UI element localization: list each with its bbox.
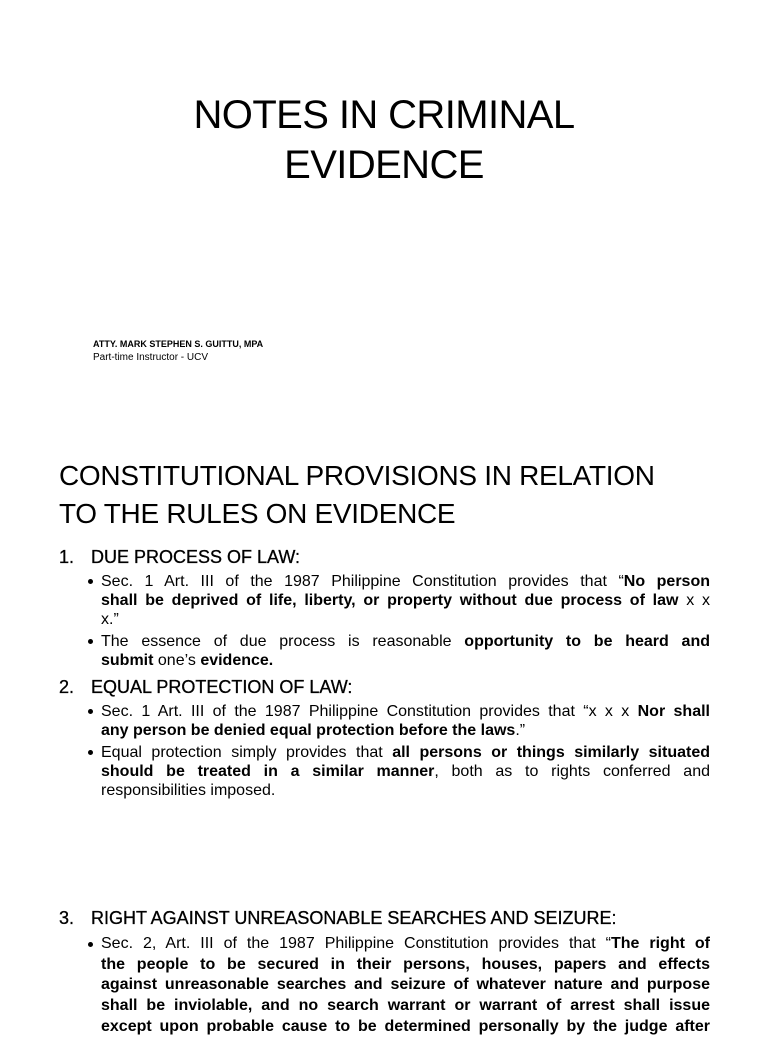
bold-text: Nor shall [637, 703, 710, 720]
item-title: EQUAL PROTECTION OF LAW: [91, 677, 353, 697]
item-number: 1. [59, 547, 75, 567]
text-run: .” [515, 722, 526, 739]
text-line [101, 651, 710, 670]
text-line: the people to be secured in their persons, houses, papers and effects [101, 955, 710, 973]
bullet-list [101, 702, 710, 800]
text-line [101, 762, 710, 781]
document-title [0, 90, 768, 190]
text-line [101, 743, 710, 762]
item-number: 3. [59, 908, 75, 928]
text-line [101, 934, 710, 955]
text-line: responsibilities imposed. [101, 782, 276, 799]
bullet-marker [88, 942, 93, 947]
item-heading [59, 546, 710, 568]
bullet-marker [88, 709, 93, 714]
text-line [101, 591, 710, 610]
text-run: , both as to rights conferred and [434, 763, 710, 780]
bullet-list [101, 934, 710, 1035]
bullet-point [101, 632, 710, 670]
bold-text: should be treated in a similar manner [101, 763, 435, 780]
bold-text: any person be denied equal protection before the laws [101, 722, 516, 739]
bold-text: all persons or things similarly situated [392, 744, 710, 761]
author-name: ATTY. MARK STEPHEN S. GUITTU, MPA [93, 339, 264, 349]
text-run: The essence of due process is reasonable [101, 633, 465, 650]
list-item-searches-and-seizure [59, 907, 710, 1035]
bold-text: submit [101, 652, 154, 669]
text-run: Equal protection simply provides that [101, 744, 393, 761]
text-line: against unreasonable searches and seizure of whatever nature and purpose [101, 976, 710, 994]
title-line-2: EVIDENCE [284, 143, 484, 187]
item-number: 2. [59, 677, 75, 697]
bullet-point [101, 743, 710, 800]
section-heading-line-2: TO THE RULES ON EVIDENCE [59, 498, 456, 529]
bold-text: evidence. [200, 652, 274, 669]
bold-text: No person [623, 573, 710, 590]
list-item-equal-protection [59, 676, 710, 800]
bullet-point [101, 572, 710, 629]
bullet-point [101, 934, 710, 1035]
bullet-marker [88, 579, 93, 584]
section-heading [59, 457, 719, 533]
text-line: x.” [101, 611, 119, 628]
bullet-list [101, 572, 710, 670]
text-line [101, 702, 710, 721]
text-line [101, 721, 710, 740]
section-heading-line-1: CONSTITUTIONAL PROVISIONS IN RELATION [59, 460, 655, 491]
item-heading [59, 907, 710, 929]
title-line-1: NOTES IN CRIMINAL [193, 93, 575, 137]
author-block [93, 338, 393, 364]
text-run: x x [678, 592, 711, 609]
text-run: Sec. 1 Art. III of the 1987 Philippine Constitution provides that “ [101, 573, 624, 590]
text-line-cut-off: except upon probable cause to be determined personally by the judge after [101, 1017, 710, 1035]
text-run: Sec. 2, Art. III of the 1987 Philippine Constitution provides that “ [101, 935, 611, 952]
bullet-marker [88, 750, 93, 755]
bold-text: opportunity to be heard and [464, 633, 711, 650]
text-run: Sec. 1 Art. III of the 1987 Philippine Constitution provides that “x x x [101, 703, 638, 720]
text-line [101, 572, 710, 591]
bold-text: The right of [610, 935, 710, 952]
item-title: DUE PROCESS OF LAW: [91, 547, 301, 567]
bullet-marker [88, 639, 93, 644]
text-line [101, 632, 710, 651]
list-item-due-process [59, 546, 710, 670]
text-line: shall be inviolable, and no search warrant or warrant of arrest shall issue [101, 997, 710, 1015]
author-role: Part-time Instructor - UCV [93, 352, 209, 363]
bold-text: shall be deprived of life, liberty, or property without due process of law [101, 592, 679, 609]
item-heading [59, 676, 710, 698]
bullet-point [101, 702, 710, 740]
item-title: RIGHT AGAINST UNREASONABLE SEARCHES AND SEIZURE: [91, 908, 617, 928]
text-run: one’s [153, 652, 201, 669]
